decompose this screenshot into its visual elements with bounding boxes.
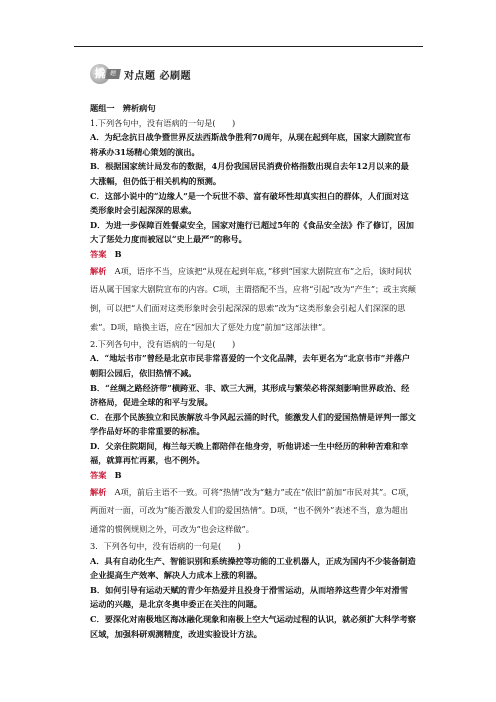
option-c: C．要深化对南极地区海冰融化现象和南极上空大气运动过程的认识，就必须扩大科学考察区域，加强科研观测精度，改进实验设计方法。 [90,614,416,639]
answer-line [90,247,416,262]
answer-label: 答案 [90,470,107,481]
question-stem: 2.下列各句中，没有语病的一句是( ) [90,338,236,349]
section-banner [90,64,210,84]
option-d: D．父亲住院期间，梅兰每天晚上都陪伴在他身旁，听他讲述一生中经历的种种苦难和幸福，就算再忙再累，也不例外。 [90,440,409,466]
option-b: B．根据国家统计局发布的数据，4月份我国居民消费价格指数出现自去年12月以来的最大涨幅，但仍低于相关机构的预测。 [90,161,409,186]
option-a: A．具有自动化生产、智能识别和系统操控等功能的工业机器人，正成为国内不少装备制造企业提高生产效率、解决人力成本上涨的利器。 [90,555,416,581]
answer-label: 答案 [90,248,107,259]
analysis-paragraph [90,262,416,337]
question-stem: 1.下列各句中，没有语病的一句是( ) [90,117,236,128]
analysis-label: 解析 [90,486,107,497]
banner-tag: 题 [105,69,121,79]
option-c: C．在那个民族独立和民族解放斗争风起云涌的时代，能激发人们的爱国热情是评判一部文学作品好坏的非常重要的标准。 [90,411,416,437]
answer-line [90,468,416,483]
group-title: 题组一 辨析病句 [90,103,156,113]
option-a: A．为纪念抗日战争暨世界反法西斯战争胜利70周年，从现在起到年底，国家大剧院宣布将承办31场精心策划的演出。 [90,132,411,157]
header-rule [74,46,423,47]
analysis-label: 解析 [90,265,107,276]
answer-value: B [114,470,122,481]
option-b: B．如何引导有运动天赋的青少年热爱并且投身于滑雪运动，从而培养这些青少年对滑雪运动的兴趣，是北京冬奥申委正在关注的问题。 [90,584,409,610]
question-stem: 3．下列各句中，没有语病的一句是( ) [90,541,241,552]
option-c: C．这部小说中的“边缘人”是一个玩世不恭、富有破坏性却真实担白的群体，人们面对这类形象时会引起深深的思索。 [90,190,409,216]
option-a: A．“地坛书市”曾经是北京市民非常喜爱的一个文化品牌，去年更名为“北京书市”并落户朝阳公园后，依旧热情不减。 [90,353,410,378]
analysis-paragraph [90,483,416,539]
banner-title: 对点题 必刷题 [124,71,191,82]
question-content [90,101,416,641]
banner-emblem-icon: 撬 [90,64,110,84]
option-b: B．“丝绸之路经济带”横跨亚、非、欧三大洲，其形成与繁荣必将深刻影响世界政治、经济格局，促进全球的和平与发展。 [90,382,410,408]
analysis-text: A项，语序不当，应该把“从现在起到年底，”移到“国家大剧院宣布”之后，该时间状语从属于国家大剧院宣布的内容。C项，主谓搭配不当，应将“引起”改为“产生”；或主宾颠倒，可以把“人们面对这类形象时会引起深深的思索”改为“这类形象会引起人们深深的思索”。D项，暗换主语，应在“因加大了惩处力度”前加“这部法律”。 [90,265,416,332]
answer-value: B [114,248,122,259]
option-d: D．为进一步保障百姓餐桌安全，国家对施行已超过5年的《食品安全法》作了修订，因加大了惩处力度而被冠以“史上最严”的称号。 [90,219,414,245]
analysis-text: A项，前后主语不一致。可将“热情”改为“魅力”或在“依旧”前加“市民对其”。C项，两面对一面，可改为“能否激发人们的爱国热情”。D项，“也不例外”表述不当，意为超出通常的惯例规则之外，可改为“也会这样做”。 [90,486,415,535]
